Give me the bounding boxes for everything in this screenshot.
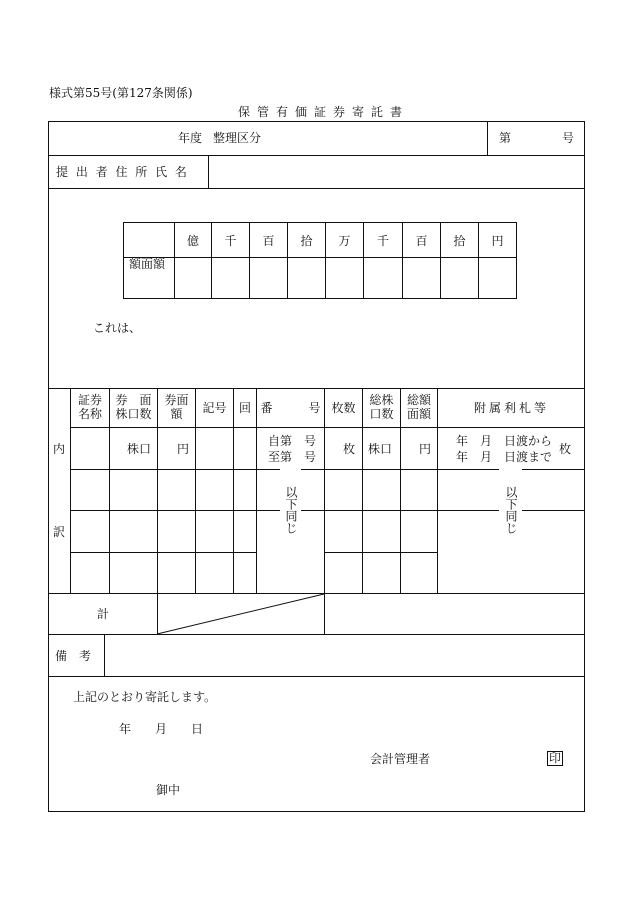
header-total-units-2: 口数	[369, 407, 394, 421]
header-face-units-2: 株口数	[115, 407, 152, 421]
header-face-amount-2: 額	[170, 407, 183, 421]
header-face-amount-1: 券面	[164, 393, 189, 407]
same-below-marker-coupon: 以下同じ	[504, 486, 518, 534]
header-face-units-1: 券 面	[115, 393, 152, 407]
header-total-units-1: 総株	[369, 393, 394, 407]
digit-label: 拾	[300, 234, 313, 248]
coupon-count-suffix: 枚	[559, 442, 572, 456]
digit-label: 千	[376, 234, 389, 248]
classification-label: 整理区分	[213, 131, 262, 145]
accounting-manager-label: 会計管理者	[370, 752, 431, 766]
number-suffix-label: 号	[562, 131, 575, 145]
header-total-face-2: 面額	[406, 407, 431, 421]
count-suffix: 枚	[343, 442, 356, 456]
addressee-honorific: 御中	[156, 783, 181, 797]
digit-label: 拾	[453, 234, 466, 248]
submitter-label: 提 出 者 住 所 氏 名	[56, 165, 189, 179]
number-prefix-label: 第	[499, 131, 512, 145]
digit-label: 千	[224, 234, 237, 248]
fiscal-year-label: 年度	[178, 131, 203, 145]
header-total-face-1: 総額	[406, 393, 431, 407]
face-amount-row-label: 額面額	[129, 257, 166, 271]
detail-side-label-bottom: 訳	[53, 525, 66, 539]
header-security-name-1: 証券	[77, 393, 102, 407]
digit-label: 万	[338, 234, 351, 248]
coupon-to-date: 年 月 日渡まで	[456, 450, 553, 464]
digit-label: 百	[262, 234, 275, 248]
same-below-marker-serial: 以下同じ	[284, 486, 298, 534]
yen-suffix: 円	[177, 442, 190, 456]
digit-label: 億	[186, 234, 199, 248]
detail-side-label-top: 内	[53, 442, 66, 456]
units-suffix: 株口	[127, 442, 152, 456]
seal-mark: 印	[549, 751, 562, 765]
date-line: 年 月 日	[119, 722, 204, 736]
total-units-suffix: 株口	[368, 442, 393, 456]
header-count: 枚数	[331, 401, 356, 415]
digit-label: 円	[491, 234, 504, 248]
serial-to: 至第 号	[268, 450, 317, 464]
coupon-from-date: 年 月 日渡から	[456, 434, 553, 448]
header-serial-number: 番 号	[260, 401, 321, 415]
document-title: 保管有価証券寄託書	[238, 105, 410, 119]
total-yen-suffix: 円	[419, 442, 432, 456]
header-attached-coupons: 附属利札等	[473, 401, 549, 415]
digit-label: 百	[415, 234, 428, 248]
header-symbol: 記号	[202, 401, 227, 415]
form-number: 様式第55号(第127条関係)	[49, 86, 193, 100]
total-label: 計	[97, 607, 110, 621]
remarks-label: 備 考	[55, 649, 92, 663]
header-security-name-2: 名称	[77, 407, 102, 421]
deposit-statement: 上記のとおり寄託します。	[73, 690, 217, 704]
preamble-text: これは、	[93, 321, 142, 335]
header-issue: 回	[238, 401, 251, 415]
serial-from: 自第 号	[268, 434, 317, 448]
